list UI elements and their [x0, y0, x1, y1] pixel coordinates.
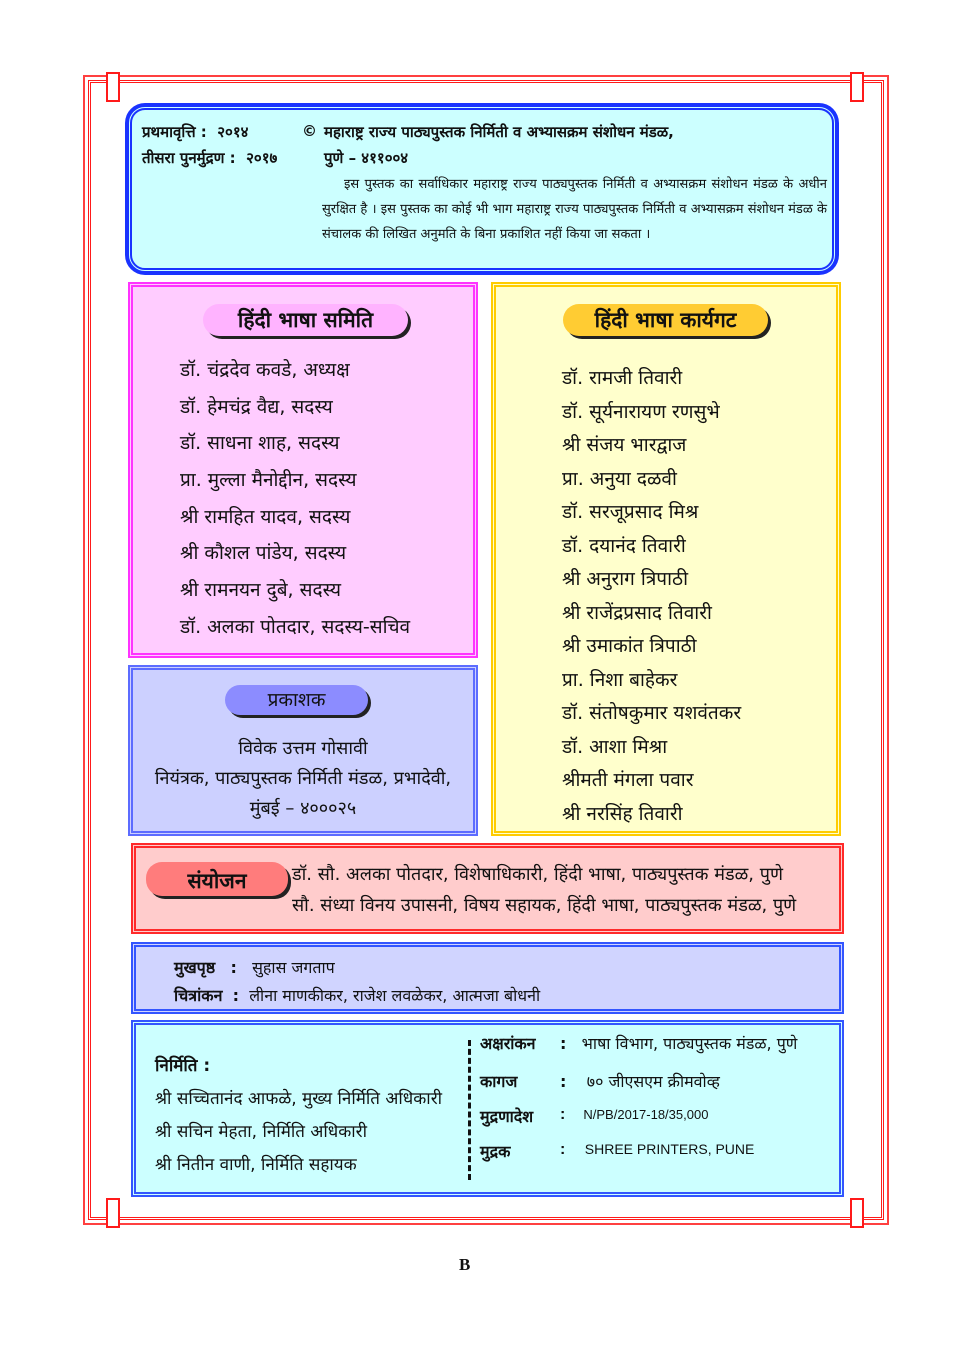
- divider: [468, 1040, 471, 1180]
- workgroup-list: [562, 362, 741, 831]
- list-item: डॉ. सरजूप्रसाद मिश्र: [562, 501, 699, 523]
- list-item: श्री राजेंद्रप्रसाद तिवारी: [562, 601, 712, 624]
- publisher-line2: नियंत्रक, पाठ्यपुस्तक निर्मिती मंडळ, प्रभादेवी,: [154, 768, 452, 789]
- border-post-icon: [106, 72, 120, 102]
- list-item: डॉ. संतोषकुमार यशवंतकर: [562, 702, 742, 724]
- list-item: डॉ. अलका पोतदार, सदस्य-सचिव: [180, 615, 411, 638]
- coordination-title: संयोजन: [146, 862, 288, 896]
- print-order-label: मुद्रणादेश: [480, 1107, 534, 1126]
- reprint: तीसरा पुनर्मुद्रण : २०१७: [142, 149, 278, 167]
- publisher-details: [133, 734, 473, 824]
- list-item: श्री उमाकांत त्रिपाठी: [562, 635, 697, 657]
- list-item: डॉ. चंद्रदेव कवडे, अध्यक्ष: [180, 359, 350, 381]
- print-order-value: : N/PB/2017-18/35,000: [560, 1106, 709, 1123]
- publisher-name: विवेक उत्तम गोसावी: [238, 738, 368, 759]
- list-item: श्री रामनयन दुबे, सदस्य: [180, 579, 341, 602]
- border-post-icon: [106, 1198, 120, 1228]
- list-item: डॉ. दयानंद तिवारी: [562, 534, 686, 557]
- list-item: डॉ. सूर्यनारायण रणसुभे: [562, 400, 720, 423]
- list-item: प्रा. अनुया दळवी: [562, 467, 677, 490]
- publisher-line3: मुंबई – ४०००२५: [249, 798, 357, 819]
- typesetting-value: : भाषा विभाग, पाठ्यपुस्तक मंडळ, पुणे: [560, 1034, 798, 1053]
- publisher-line2: पुणे – ४११००४: [324, 149, 409, 167]
- production-person: श्री सच्चितानंद आफळे, मुख्य निर्मिति अधिकारी: [155, 1089, 443, 1109]
- first-edition: प्रथमावृत्ति : २०१४: [142, 123, 249, 141]
- border-post-icon: [850, 72, 864, 102]
- publisher-box: [128, 665, 478, 836]
- list-item: श्री संजय भारद्वाज: [562, 434, 687, 456]
- typesetting-label: अक्षरांकन: [480, 1034, 536, 1053]
- paper-label: कागज: [480, 1072, 518, 1091]
- committee-box: [128, 282, 478, 658]
- illustration-credit: चित्रांकन : लीना माणकीकर, राजेश लवळेकर, आत्मजा बोधनी: [174, 986, 541, 1005]
- workgroup-box: [491, 282, 841, 836]
- paper-value: : ७० जीएसएम क्रीमवोव्ह: [560, 1072, 720, 1091]
- list-item: डॉ. साधना शाह, सदस्य: [180, 432, 340, 455]
- coordination-line1: डॉ. सौ. अलका पोतदार, विशेषाधिकारी, हिंदी भाषा, पाठ्यपुस्तक मंडळ, पुणे: [292, 864, 783, 885]
- list-item: डॉ. हेमचंद्र वैद्य, सदस्य: [180, 395, 333, 418]
- page-number: B: [459, 1255, 471, 1274]
- publisher-line1: महाराष्ट्र राज्य पाठ्यपुस्तक निर्मिती व अभ्यासक्रम संशोधन मंडळ,: [324, 123, 674, 141]
- list-item: प्रा. मुल्ला मैनोद्दीन, सदस्य: [180, 469, 357, 492]
- committee-title: हिंदी भाषा समिति: [203, 304, 408, 336]
- cover-credit: मुखपृष्ठ : सुहास जगताप: [174, 958, 335, 977]
- list-item: प्रा. निशा बाहेकर: [562, 668, 678, 691]
- coordination-box: [131, 843, 844, 934]
- committee-list: [180, 352, 410, 646]
- list-item: श्री अनुराग त्रिपाठी: [562, 568, 688, 590]
- list-item: डॉ. रामजी तिवारी: [562, 367, 683, 389]
- coordination-line2: सौ. संध्या विनय उपासनी, विषय सहायक, हिंदी भाषा, पाठ्यपुस्तक मंडळ, पुणे: [292, 895, 797, 916]
- copyright-notice: इस पुस्तक का सर्वाधिकार महाराष्ट्र राज्य पाठ्यपुस्तक निर्मिती व अभ्यासक्रम संशोधन मंडळ के अधीन सुरक्षित है । इस पुस्तक का कोई भी भाग महाराष्ट्र राज्य पाठ्यपुस्तक निर्मिती व अभ्यासक्रम संशोधन मंडळ के संचालक की लिखित अनुमति के बिना प्रकाशित नहीं किया जा सकता ।: [322, 177, 827, 242]
- publisher-title: प्रकाशक: [225, 685, 368, 715]
- list-item: श्री कौशल पांडेय, सदस्य: [180, 542, 347, 565]
- printer-value: : SHREE PRINTERS, PUNE: [560, 1141, 755, 1158]
- copyright-symbol: ©: [302, 122, 317, 140]
- printer-label: मुद्रक: [480, 1142, 511, 1161]
- list-item: डॉ. आशा मिश्रा: [562, 735, 668, 758]
- list-item: श्री नरसिंह तिवारी: [562, 802, 683, 825]
- cover-credits-box: [131, 942, 844, 1014]
- production-title: निर्मिति :: [155, 1056, 211, 1076]
- production-person: श्री नितीन वाणी, निर्मिति सहायक: [155, 1155, 357, 1175]
- list-item: श्रीमती मंगला पवार: [562, 769, 694, 791]
- workgroup-title: हिंदी भाषा कार्यगट: [563, 304, 768, 336]
- production-person: श्री सचिन मेहता, निर्मिति अधिकारी: [155, 1122, 368, 1142]
- border-post-icon: [850, 1198, 864, 1228]
- list-item: श्री रामहित यादव, सदस्य: [180, 505, 351, 528]
- copyright-box: [127, 105, 837, 273]
